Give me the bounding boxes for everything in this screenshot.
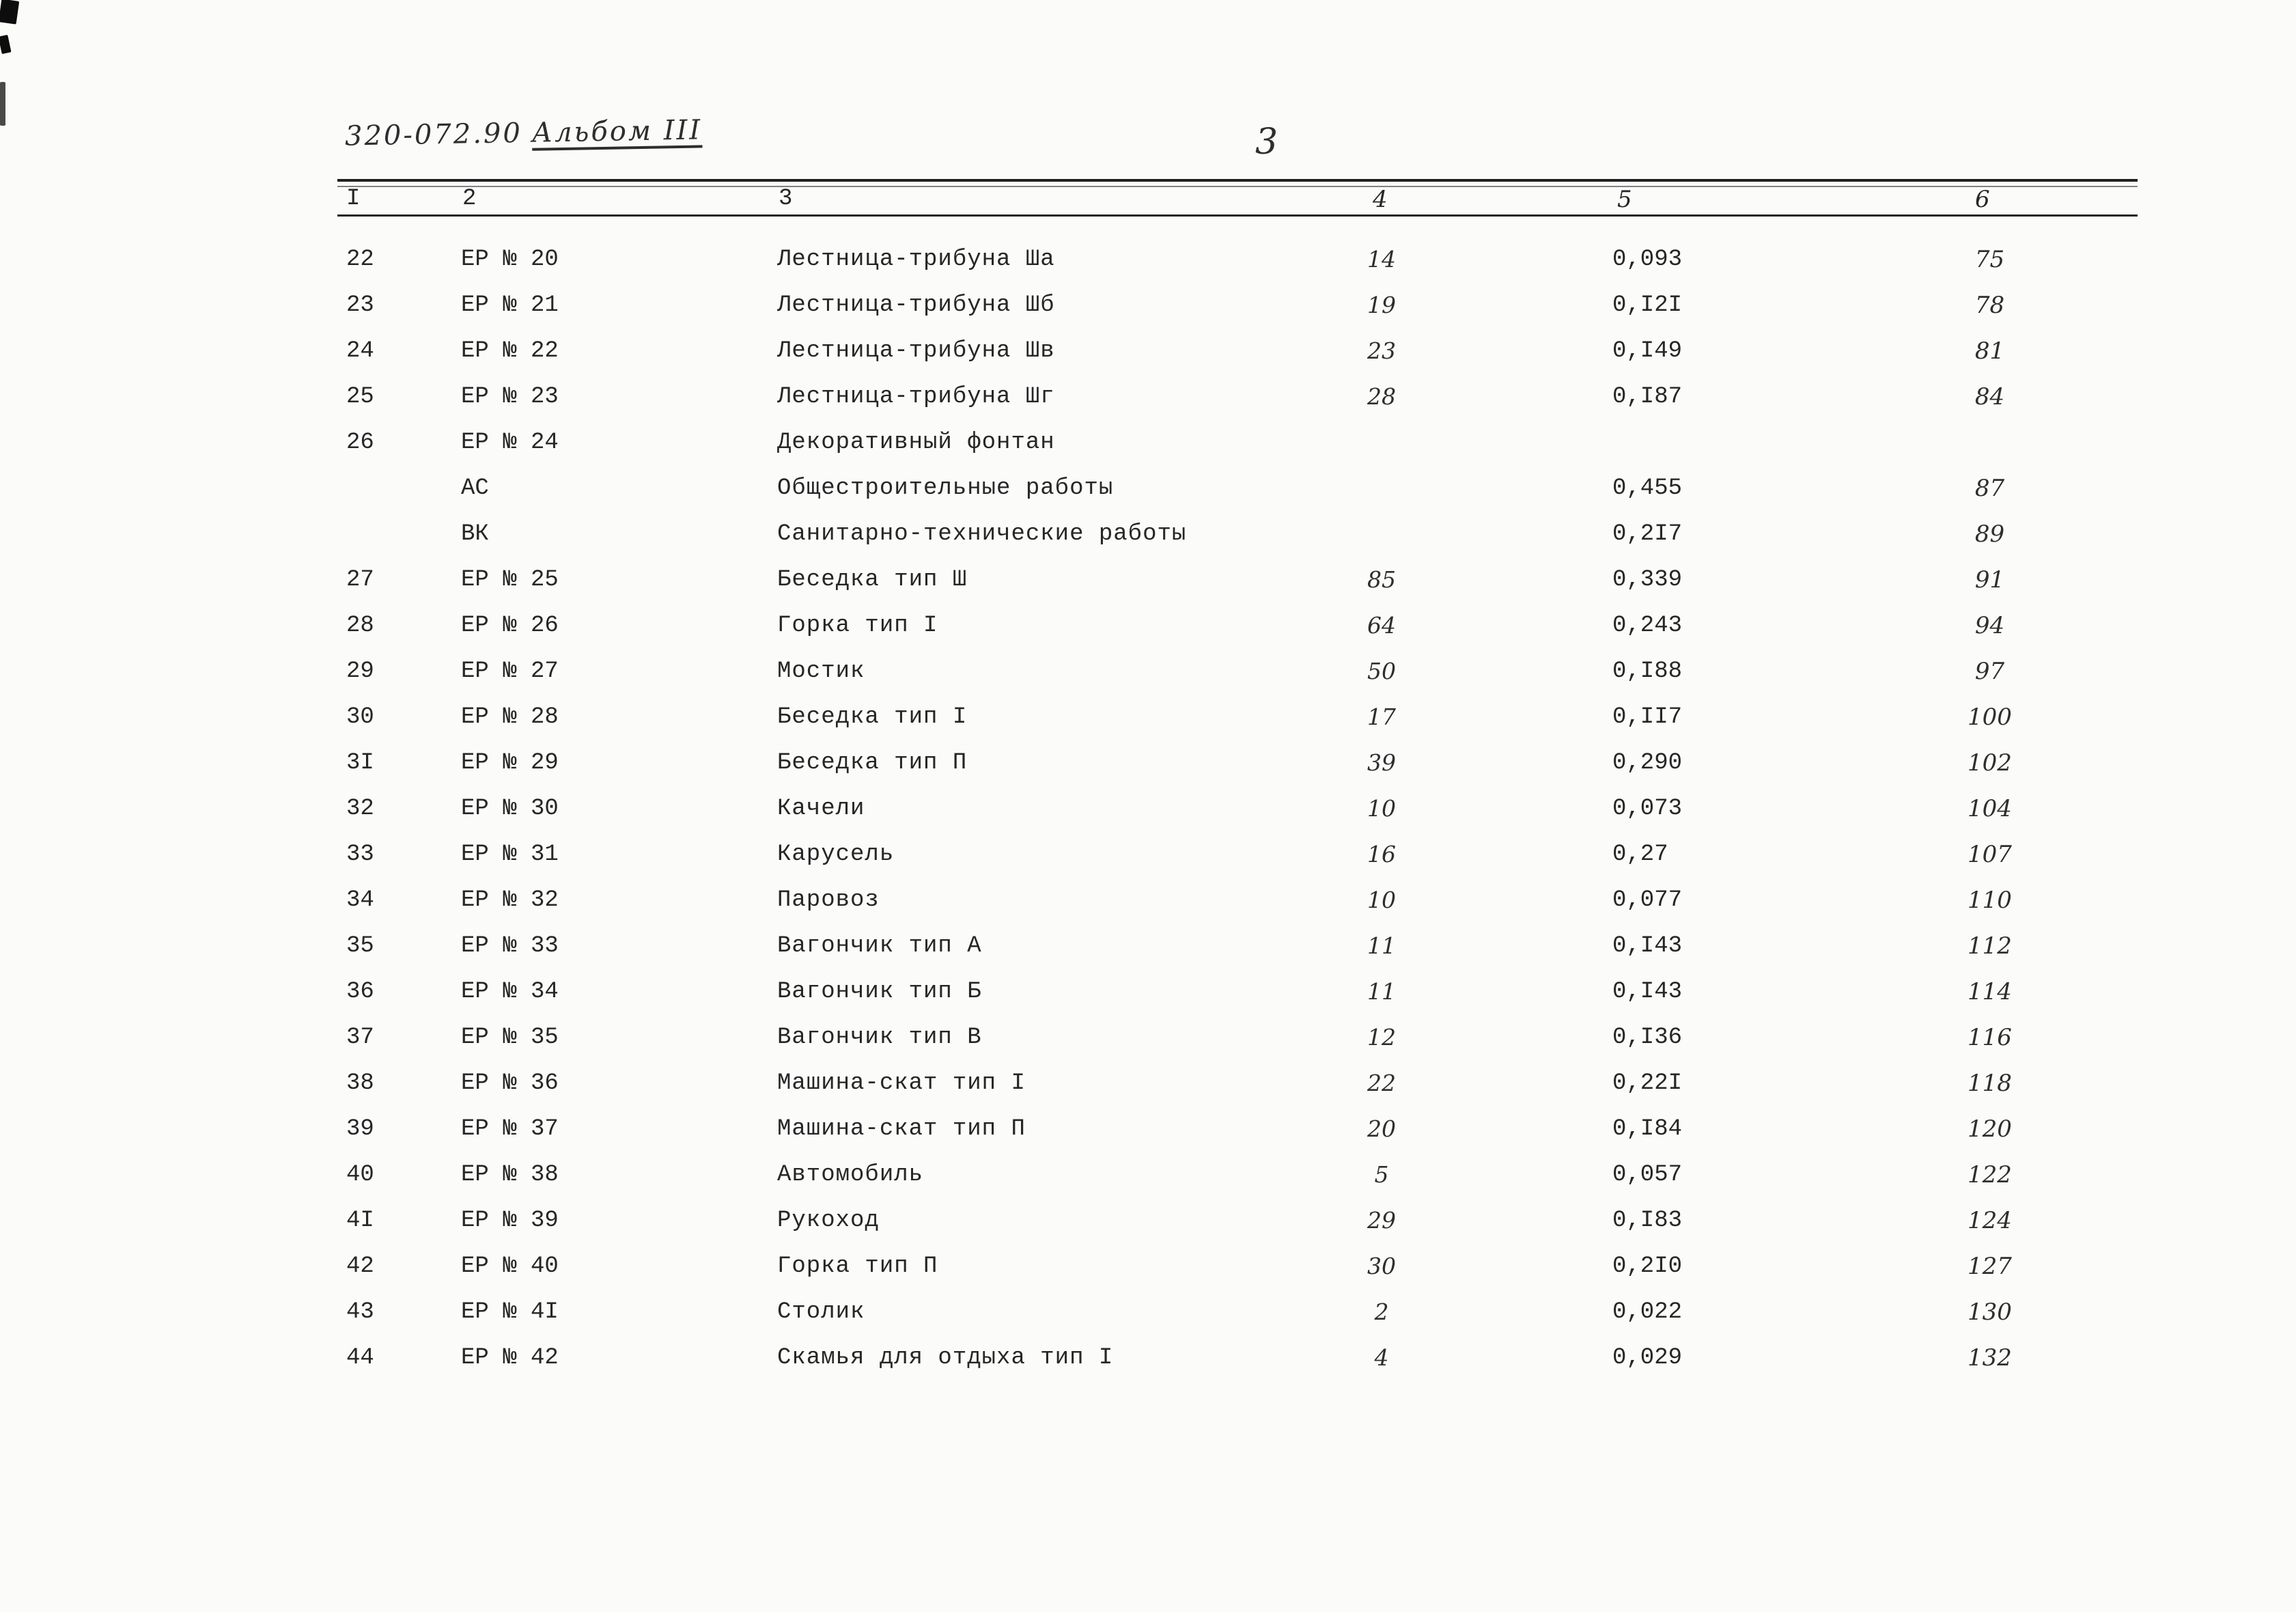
code-cell: ЕР № 38 [461,1161,559,1188]
name-cell: Вагончик тип А [777,932,982,959]
value-cell: 0,27 [1612,841,1668,867]
table-row [346,786,2136,831]
page-cell: 118 [1968,1069,2012,1097]
page-cell: 87 [1974,474,2005,502]
value-cell: 0,I36 [1612,1024,1683,1051]
row-number-cell: 27 [346,566,374,593]
qty-cell: 30 [1367,1253,1396,1279]
page-cell: 120 [1968,1115,2012,1143]
qty-cell: 10 [1367,887,1396,913]
code-cell: ЕР № 4I [461,1298,559,1325]
row-number-cell: 38 [346,1070,374,1096]
value-cell: 0,073 [1612,795,1683,822]
value-cell: 0,I87 [1612,383,1683,410]
page-cell: 127 [1968,1252,2012,1280]
value-cell: 0,057 [1612,1161,1683,1188]
row-number-cell: 4I [346,1207,374,1234]
page-cell: 89 [1974,520,2005,548]
page-cell: 104 [1968,794,2012,822]
name-cell: Горка тип I [777,612,938,639]
table-row [346,374,2136,419]
table-row [346,831,2136,877]
row-number-cell: 24 [346,337,374,364]
table-row [346,740,2136,786]
page-cell: 107 [1968,840,2012,868]
page-cell: 94 [1974,611,2005,639]
name-cell: Машина-скат тип I [777,1070,1026,1096]
name-cell: Лестница-трибуна Шв [777,337,1055,364]
code-cell: ЕР № 40 [461,1253,559,1279]
qty-cell: 11 [1367,932,1396,959]
column-header-4: 4 [1373,186,1388,213]
table-column-headers [0,186,2296,216]
page-cell: 112 [1968,932,2012,960]
doc-code-number: 320-072.90 [344,117,523,152]
table-row [346,877,2136,923]
name-cell: Лестница-трибуна Ша [777,246,1055,273]
table-row [346,694,2136,740]
row-number-cell: 42 [346,1253,374,1279]
table-row [346,465,2136,511]
name-cell: Вагончик тип Б [777,978,982,1005]
qty-cell: 4 [1374,1344,1389,1371]
row-number-cell: 43 [346,1298,374,1325]
code-cell: ЕР № 39 [461,1207,559,1234]
page-cell: 91 [1974,566,2005,594]
name-cell: Машина-скат тип П [777,1115,1026,1142]
code-cell: ЕР № 21 [461,292,559,318]
table-row [346,1060,2136,1106]
value-cell: 0,I83 [1612,1207,1683,1234]
value-cell: 0,I84 [1612,1115,1683,1142]
page-cell: 78 [1974,291,2005,319]
row-number-cell: 34 [346,887,374,913]
value-cell: 0,022 [1612,1298,1683,1325]
code-cell: ЕР № 22 [461,337,559,364]
table-row [346,1106,2136,1152]
value-cell: 0,093 [1612,246,1683,273]
row-number-cell: 23 [346,292,374,318]
table-header-rule [337,214,2138,217]
row-number-cell: 3I [346,749,374,776]
code-cell: ЕР № 30 [461,795,559,822]
table-row [346,236,2136,282]
name-cell: Лестница-трибуна Шг [777,383,1055,410]
value-cell: 0,2I0 [1612,1253,1683,1279]
qty-cell: 50 [1367,658,1396,684]
name-cell: Карусель [777,841,895,867]
column-header-2: 2 [462,186,477,212]
value-cell: 0,339 [1612,566,1683,593]
value-cell: 0,I2I [1612,292,1683,318]
code-cell: ЕР № 32 [461,887,559,913]
page-cell: 122 [1968,1161,2012,1189]
row-number-cell: 29 [346,658,374,684]
value-cell: 0,029 [1612,1344,1683,1371]
qty-cell: 28 [1367,383,1396,410]
scan-artifact [0,35,12,54]
code-cell: ЕР № 20 [461,246,559,273]
qty-cell: 10 [1367,795,1396,822]
column-header-1: I [346,186,361,212]
table-row [346,969,2136,1014]
value-cell: 0,I43 [1612,978,1683,1005]
page-cell: 110 [1968,886,2012,914]
value-cell: 0,455 [1612,475,1683,501]
value-cell: 0,II7 [1612,704,1683,730]
name-cell: Санитарно-технические работы [777,520,1187,547]
name-cell: Декоративный фонтан [777,429,1055,456]
table-row [346,1289,2136,1335]
page-cell: 130 [1968,1298,2012,1326]
row-number-cell: 35 [346,932,374,959]
page-cell: 97 [1974,657,2005,685]
code-cell: ЕР № 27 [461,658,559,684]
qty-cell: 64 [1367,612,1396,639]
row-number-cell: 30 [346,704,374,730]
qty-cell: 20 [1367,1115,1396,1142]
table-row [346,1014,2136,1060]
code-cell: ЕР № 24 [461,429,559,456]
table-row [346,511,2136,557]
qty-cell: 11 [1367,978,1396,1005]
code-cell: ЕР № 35 [461,1024,559,1051]
code-cell: ЕР № 33 [461,932,559,959]
name-cell: Паровоз [777,887,880,913]
code-cell: ЕР № 29 [461,749,559,776]
name-cell: Скамья для отдыха тип I [777,1344,1114,1371]
table-row [346,419,2136,465]
name-cell: Общестроительные работы [777,475,1114,501]
scan-artifact [0,82,5,126]
name-cell: Беседка тип I [777,704,968,730]
qty-cell: 22 [1367,1070,1396,1096]
page-cell: 100 [1968,703,2012,731]
doc-album-label: Альбом III [531,114,703,149]
qty-cell: 2 [1374,1298,1389,1325]
table-row [346,923,2136,969]
table-row [346,282,2136,328]
table-row [346,1335,2136,1380]
row-number-cell: 44 [346,1344,374,1371]
code-cell: ЕР № 28 [461,704,559,730]
code-cell: АС [461,475,489,501]
row-number-cell: 36 [346,978,374,1005]
qty-cell: 5 [1374,1161,1389,1188]
table-body [346,236,2136,1380]
table-row [346,648,2136,694]
table-row [346,557,2136,602]
row-number-cell: 32 [346,795,374,822]
page-cell: 75 [1974,245,2005,273]
row-number-cell: 33 [346,841,374,867]
page-cell: 132 [1968,1344,2012,1372]
qty-cell: 29 [1367,1207,1396,1234]
row-number-cell: 28 [346,612,374,639]
qty-cell: 85 [1367,566,1396,593]
qty-cell: 14 [1367,246,1396,273]
page-cell: 102 [1968,749,2012,777]
doc-code [345,114,703,152]
code-cell: ЕР № 36 [461,1070,559,1096]
qty-cell: 16 [1367,841,1396,867]
page-cell: 84 [1974,383,2005,411]
name-cell: Рукоход [777,1207,880,1234]
name-cell: Качели [777,795,865,822]
name-cell: Мостик [777,658,865,684]
page-cell: 116 [1968,1023,2012,1051]
table-row [346,1152,2136,1197]
row-number-cell: 37 [346,1024,374,1051]
code-cell: ЕР № 31 [461,841,559,867]
value-cell: 0,2I7 [1612,520,1683,547]
value-cell: 0,243 [1612,612,1683,639]
table-row [346,602,2136,648]
name-cell: Беседка тип П [777,749,968,776]
page-cell: 114 [1968,977,2012,1005]
code-cell: ЕР № 34 [461,978,559,1005]
table-row [346,328,2136,374]
table-top-rule [337,179,2138,182]
value-cell: 0,290 [1612,749,1683,776]
code-cell: ЕР № 26 [461,612,559,639]
name-cell: Беседка тип Ш [777,566,968,593]
column-header-6: 6 [1975,186,1990,213]
value-cell: 0,I43 [1612,932,1683,959]
code-cell: ЕР № 23 [461,383,559,410]
column-header-3: 3 [779,186,793,212]
value-cell: 0,077 [1612,887,1683,913]
qty-cell: 39 [1367,749,1396,776]
qty-cell: 17 [1367,704,1396,730]
name-cell: Вагончик тип В [777,1024,982,1051]
code-cell: ЕР № 37 [461,1115,559,1142]
column-header-5: 5 [1617,186,1632,213]
name-cell: Столик [777,1298,865,1325]
table-row [346,1243,2136,1289]
qty-cell: 19 [1367,292,1396,318]
table-row [346,1197,2136,1243]
row-number-cell: 39 [346,1115,374,1142]
code-cell: ВК [461,520,489,547]
row-number-cell: 40 [346,1161,374,1188]
name-cell: Автомобиль [777,1161,924,1188]
value-cell: 0,I49 [1612,337,1683,364]
name-cell: Горка тип П [777,1253,938,1279]
page-cell: 124 [1968,1206,2012,1234]
row-number-cell: 25 [346,383,374,410]
code-cell: ЕР № 25 [461,566,559,593]
scan-artifact [0,0,19,25]
page-number: 3 [1255,122,1278,163]
row-number-cell: 22 [346,246,374,273]
qty-cell: 23 [1367,337,1396,364]
value-cell: 0,22I [1612,1070,1683,1096]
page-cell: 81 [1974,337,2005,365]
value-cell: 0,I88 [1612,658,1683,684]
code-cell: ЕР № 42 [461,1344,559,1371]
row-number-cell: 26 [346,429,374,456]
qty-cell: 12 [1367,1024,1396,1051]
name-cell: Лестница-трибуна Шб [777,292,1055,318]
